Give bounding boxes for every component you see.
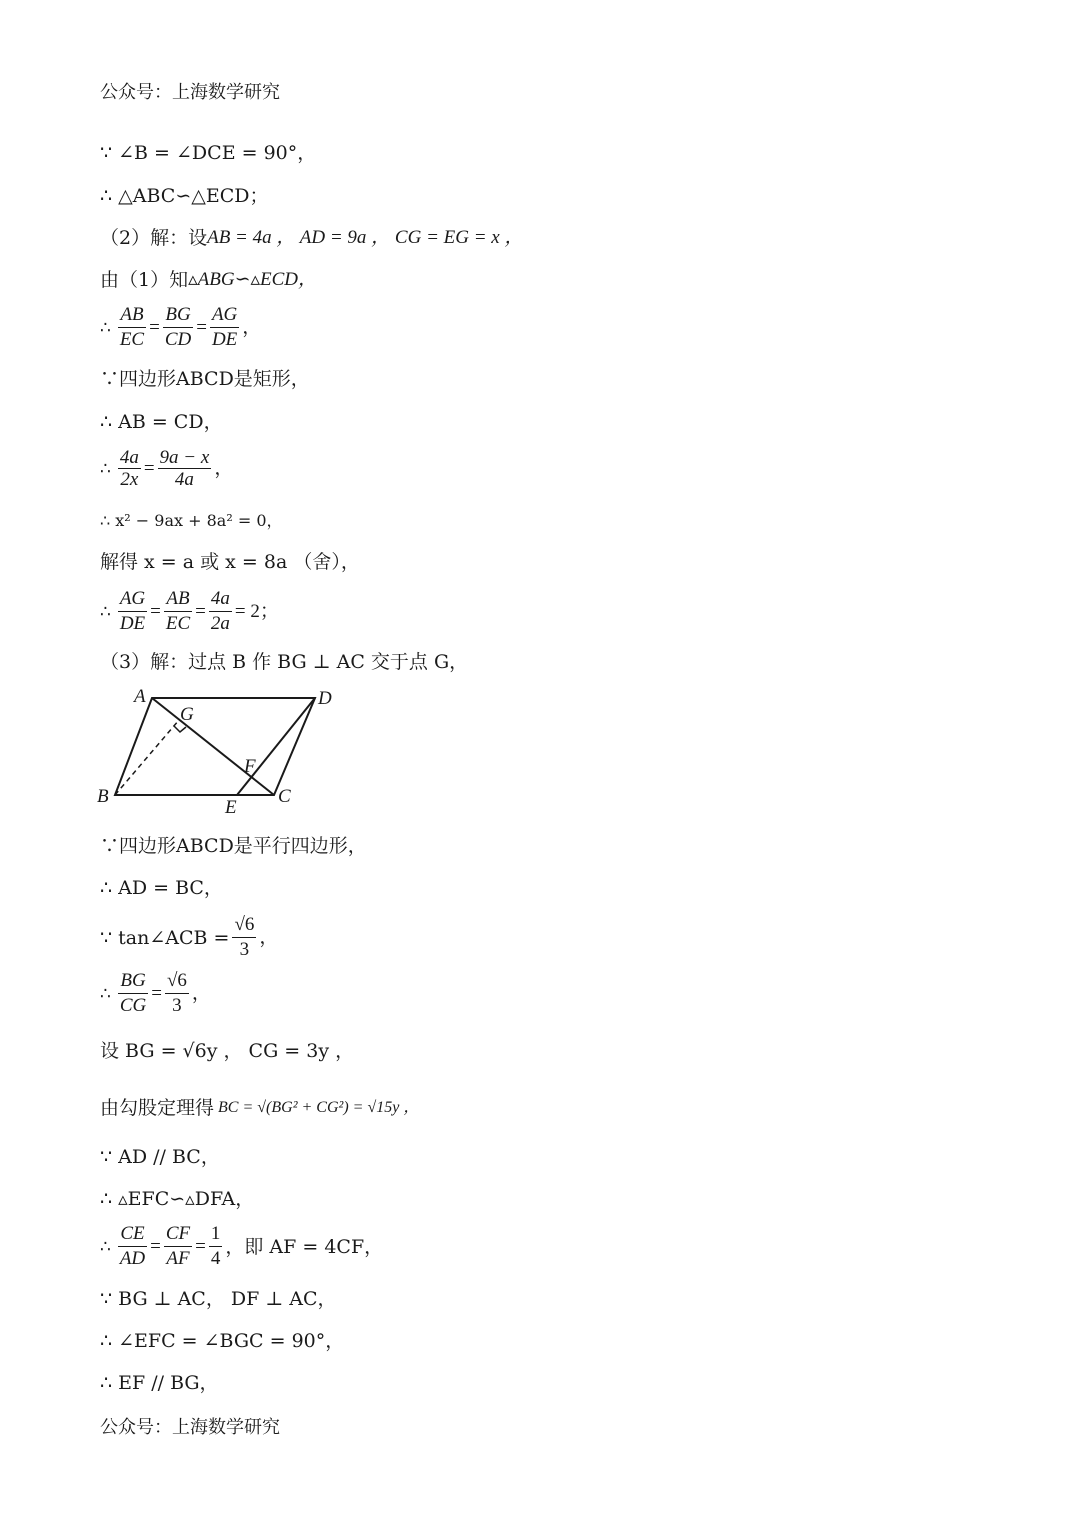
- line-11: ∴ $\frac{AG}{DE}$ = $\frac{AB}{EC}$ = $\frac{4a}{2a}$ = 2；: [100, 588, 279, 634]
- label-e: E: [225, 797, 237, 817]
- label-c: C: [278, 786, 291, 807]
- line-18-math: BC = √(BG² + CG²) = √15y ，: [218, 1099, 420, 1116]
- fraction: $\frac{4a}{2x}$: [119, 447, 139, 490]
- line-4: [100, 268, 317, 292]
- fraction: $\frac{CF}{AF}$: [165, 1223, 191, 1269]
- label-b: B: [97, 786, 109, 807]
- therefore-symbol: ∴: [100, 983, 111, 1004]
- fraction: $\frac{√6}{3}$: [166, 970, 187, 1016]
- line-12: （3）解：过点 B 作 BG ⊥ AC 交于点 G，: [100, 651, 469, 673]
- line-2: ∴ △ABC∽△ECD；: [100, 185, 269, 207]
- fraction: $\frac{BG}{CD}$: [164, 304, 192, 350]
- line-7: ∴ AB = CD，: [100, 411, 223, 433]
- parallelogram-abcd: [115, 698, 315, 795]
- header-text: 公众号：上海数学研究: [100, 82, 280, 103]
- line-19: ∵ AD // BC，: [100, 1146, 220, 1168]
- line-5: ∴ $\frac{AB}{EC}$ = $\frac{BG}{CD}$ = $\frac{AG}{DE}$ ，: [100, 304, 262, 350]
- label-f: F: [244, 756, 256, 777]
- line-15: ∵ tan∠ACB = $\frac{√6}{3}$ ，: [100, 914, 279, 960]
- line-3: [100, 226, 523, 250]
- fraction: $\frac{4a}{2a}$: [210, 588, 230, 634]
- fraction: $\frac{AG}{DE}$: [211, 304, 238, 350]
- fraction: $\frac{CE}{AD}$: [119, 1223, 146, 1269]
- line-4-prefix: 由（1）知: [100, 269, 189, 291]
- segment-ac: [152, 698, 274, 795]
- fraction: $\frac{BG}{CG}$: [119, 970, 147, 1016]
- line-23: ∴ ∠EFC = ∠BGC = 90°，: [100, 1330, 345, 1352]
- line-17: 设 BG = √6y ， CG = 3y ，: [100, 1040, 355, 1062]
- line-8: ∴ $\frac{4a}{2x}$ = $\frac{9a - x}{4a}$ ，: [100, 447, 234, 490]
- line-20: ∴ ▵EFC∽▵DFA，: [100, 1188, 255, 1210]
- line-6: ∵四边形ABCD是矩形，: [100, 368, 310, 390]
- label-a: A: [134, 686, 146, 707]
- footer-text: 公众号：上海数学研究: [100, 1417, 280, 1438]
- fraction: $\frac{AB}{EC}$: [119, 304, 145, 350]
- therefore-symbol: ∴: [100, 601, 111, 622]
- right-angle-mark: [174, 726, 186, 732]
- therefore-symbol: ∴: [100, 458, 111, 479]
- therefore-symbol: ∴: [100, 317, 111, 338]
- fraction: $\frac{AB}{EC}$: [165, 588, 191, 634]
- line-24: ∴ EF // BG，: [100, 1372, 219, 1394]
- line-13: ∵四边形ABCD是平行四边形，: [100, 835, 367, 857]
- line-1: ∵ ∠B = ∠DCE = 90°，: [100, 142, 317, 164]
- line-14: ∴ AD = BC，: [100, 877, 223, 899]
- fraction: $\frac{AG}{DE}$: [119, 588, 146, 634]
- line-16: ∴ $\frac{BG}{CG}$ = $\frac{√6}{3}$ ，: [100, 970, 211, 1016]
- therefore-symbol: ∴: [100, 1236, 111, 1257]
- fraction: $\frac{√6}{3}$: [234, 914, 255, 960]
- line-4-math: ▵ABG∽▵ECD，: [188, 269, 318, 290]
- line-3-prefix: （2）解：设: [100, 227, 208, 249]
- line-18-prefix: 由勾股定理得: [100, 1097, 215, 1119]
- label-d: D: [318, 688, 332, 709]
- parallelogram-figure: [92, 682, 352, 821]
- line-21: ∴ $\frac{CE}{AD}$ = $\frac{CF}{AF}$ = $\frac{1}{4}$ ，即 AF = 4CF，: [100, 1223, 384, 1269]
- line-9: ∴ x² − 9ax + 8a² = 0，: [100, 511, 283, 530]
- segment-bg: [115, 720, 179, 795]
- line-10: 解得 x = a 或 x = 8a （舍），: [100, 551, 360, 573]
- segment-de: [237, 698, 315, 795]
- fraction: $\frac{9a - x}{4a}$: [159, 447, 210, 490]
- line-3-math: AB = 4a ， AD = 9a ， CG = EG = x ，: [207, 227, 524, 248]
- line-22: ∵ BG ⊥ AC， DF ⊥ AC，: [100, 1288, 337, 1310]
- label-g: G: [180, 704, 194, 725]
- fraction: $\frac{1}{4}$: [210, 1223, 221, 1269]
- line-18: [100, 1096, 419, 1120]
